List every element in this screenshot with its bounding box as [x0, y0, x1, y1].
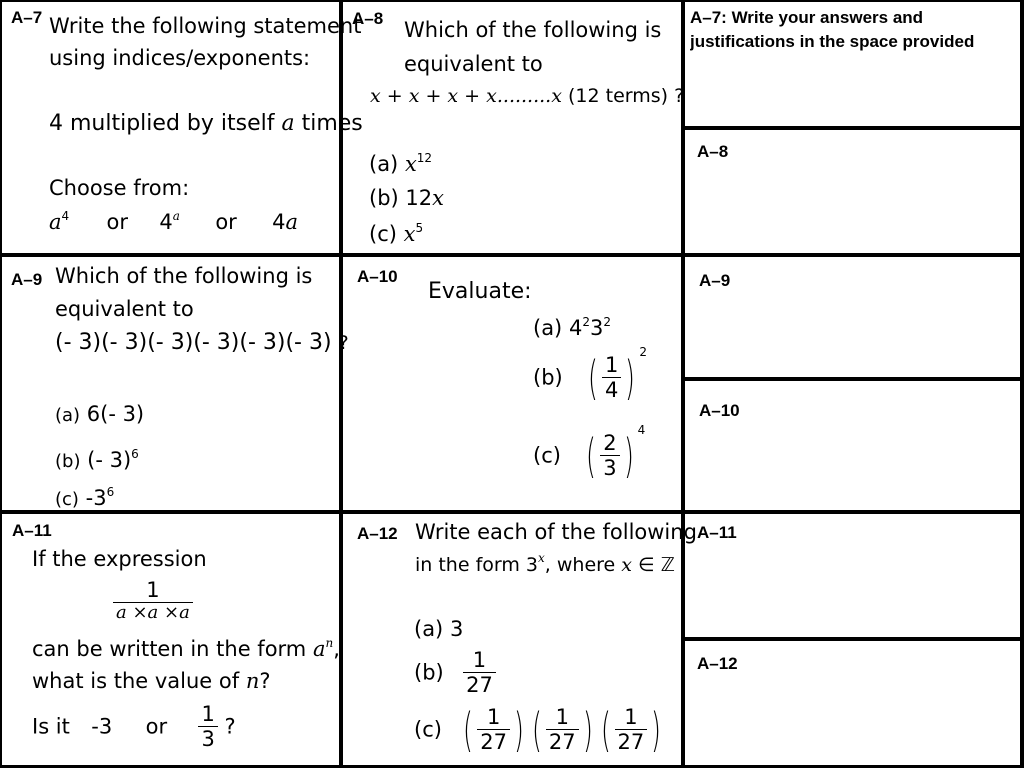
question-text: Write each of the following: [415, 520, 697, 544]
question-text: can be written in the form $a^n$,: [32, 636, 340, 661]
answer-box-a12-label: A–12: [697, 654, 738, 673]
grid-line-h2: [0, 510, 1024, 514]
option-a: (a) 3: [414, 617, 464, 641]
fraction-expression: $\frac{1}{a \times a \times a}$: [113, 578, 193, 624]
question-label: A–7: [11, 8, 43, 27]
question-text: If the expression: [32, 547, 207, 571]
answer-box-a8[interactable]: [685, 168, 1020, 253]
option-b: (b) ( $\frac{1}{4}$ ) $^2$: [533, 344, 648, 405]
option-b: (b) 12x: [369, 186, 444, 210]
option-b: (b) $\frac{1}{27}$: [414, 648, 496, 697]
question-label: A–11: [12, 521, 52, 540]
grid-line-top: [0, 0, 1024, 2]
question-text: Evaluate:: [428, 279, 532, 304]
expression: x + x + x + x.........x (12 terms) ?: [370, 85, 685, 107]
grid-line-v1: [0, 0, 2, 768]
option-b: (b) (- 3)$^6$: [55, 447, 139, 472]
grid-line-h1: [0, 253, 1024, 257]
answer-box-a7-title: A–7: Write your answers and justifications in the space provided: [690, 8, 975, 51]
expression: (- 3)(- 3)(- 3)(- 3)(- 3)(- 3) ?: [55, 330, 349, 355]
question-text: using indices/exponents:: [49, 46, 311, 70]
grid-line-ans1: [683, 126, 1024, 130]
option-c: (c) ( $\frac{1}{27}$ ) ( $\frac{1}{27}$ ) ( $\frac{1}{27}$ ): [414, 702, 662, 757]
grid-line-ans3: [683, 637, 1024, 641]
answer-box-a8-label: A–8: [697, 142, 729, 161]
question-text: equivalent to: [55, 297, 194, 321]
grid-line-ans2: [683, 377, 1024, 381]
answer-box-a12[interactable]: [685, 680, 1020, 765]
question-text: equivalent to: [404, 52, 543, 76]
option-list: $a^4$ or 4$^a$ or 4a: [49, 209, 299, 234]
question-text: what is the value of n?: [32, 669, 271, 693]
answer-box-a7[interactable]: [685, 60, 1020, 126]
question-text: in the form 3$^x$, where x ∈ ℤ: [415, 551, 675, 576]
option-a: (a) $x^{12}$: [369, 151, 433, 176]
question-label: A–12: [357, 524, 398, 543]
grid-line-v4: [1020, 0, 1024, 768]
answer-box-a9[interactable]: [685, 296, 1020, 377]
statement: 4 multiplied by itself a times: [49, 111, 363, 136]
question-text: Which of the following is: [55, 264, 313, 288]
answer-box-a10[interactable]: [685, 426, 1020, 510]
option-c: (c) $-3^6$: [55, 485, 115, 510]
option-c: (c) $x^5$: [369, 221, 424, 246]
answer-box-a9-label: A–9: [699, 271, 731, 290]
option-c: (c) ( $\frac{2}{3}$ ) $^4$: [533, 422, 646, 483]
choose-prompt: Choose from:: [49, 176, 190, 200]
answer-box-a10-label: A–10: [699, 401, 740, 420]
option-a: (a) $4^23^2$: [533, 315, 611, 340]
choices: Is it -3 or $\frac{1}{3}$ ?: [32, 702, 236, 752]
question-label: A–8: [352, 9, 384, 28]
answer-box-a11[interactable]: [685, 548, 1020, 637]
question-text: Which of the following is: [404, 18, 662, 42]
question-text: Write the following statement: [49, 14, 362, 38]
question-label: A–10: [357, 267, 398, 286]
answer-box-a11-label: A–11: [697, 523, 737, 542]
question-label: A–9: [11, 270, 43, 289]
option-a: (a) 6(- 3): [55, 402, 145, 426]
